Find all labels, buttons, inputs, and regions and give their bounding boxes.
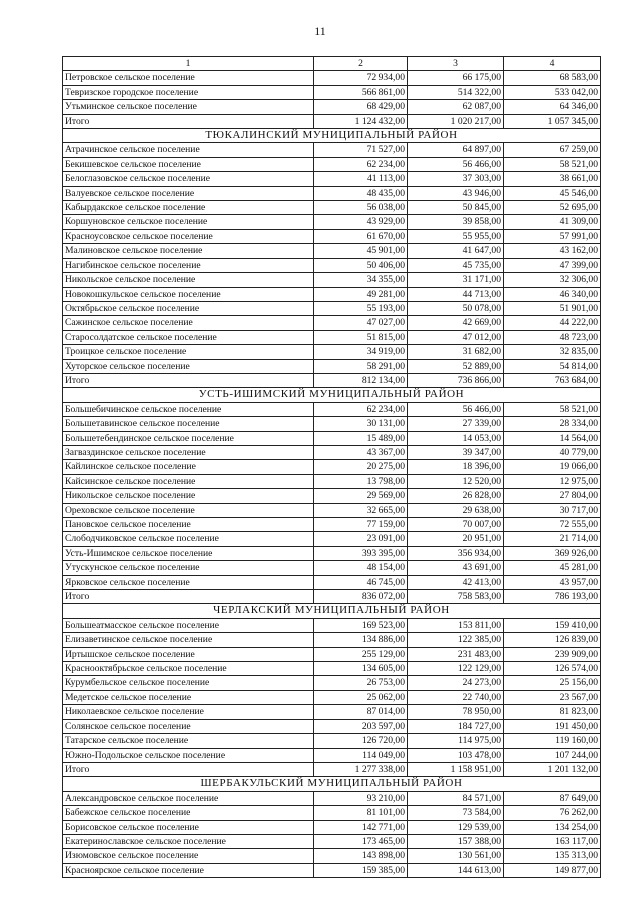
table-row	[63, 849, 601, 863]
amount-cell: 42 669,00	[408, 316, 504, 330]
amount-cell: 93 210,00	[314, 791, 408, 805]
settlement-name-cell: Итого	[63, 590, 314, 604]
settlement-name-cell: Солянское сельское поселение	[63, 719, 314, 733]
settlement-name-cell: Троицкое сельское поселение	[63, 345, 314, 359]
amount-cell: 34 355,00	[314, 273, 408, 287]
amount-cell: 45 546,00	[504, 186, 601, 200]
amount-cell: 72 555,00	[504, 518, 601, 532]
amount-cell: 44 222,00	[504, 316, 601, 330]
table-row	[63, 489, 601, 503]
amount-cell: 143 898,00	[314, 849, 408, 863]
amount-cell: 135 313,00	[504, 849, 601, 863]
settlement-name-cell: Коршуновское сельское поселение	[63, 215, 314, 229]
amount-cell: 126 839,00	[504, 633, 601, 647]
table-row	[63, 258, 601, 272]
amount-cell: 239 909,00	[504, 647, 601, 661]
amount-cell: 1 277 338,00	[314, 762, 408, 776]
amount-cell: 78 950,00	[408, 705, 504, 719]
settlement-name-cell: Красноярское сельское поселение	[63, 863, 314, 877]
table-row	[63, 301, 601, 315]
amount-cell: 44 713,00	[408, 287, 504, 301]
amount-cell: 1 057 345,00	[504, 114, 601, 128]
amount-cell: 31 682,00	[408, 345, 504, 359]
settlement-name-cell: Пановское сельское поселение	[63, 518, 314, 532]
amount-cell: 50 845,00	[408, 201, 504, 215]
column-number-header: 2	[314, 57, 408, 71]
settlement-name-cell: Малиновское сельское поселение	[63, 244, 314, 258]
table-row	[63, 690, 601, 704]
table-row	[63, 445, 601, 459]
amount-cell: 153 811,00	[408, 618, 504, 632]
table-row	[63, 287, 601, 301]
amount-cell: 43 946,00	[408, 186, 504, 200]
amount-cell: 173 465,00	[314, 834, 408, 848]
amount-cell: 52 889,00	[408, 359, 504, 373]
settlement-name-cell: Николаевское сельское поселение	[63, 705, 314, 719]
amount-cell: 56 466,00	[408, 157, 504, 171]
amount-cell: 49 281,00	[314, 287, 408, 301]
amount-cell: 24 273,00	[408, 676, 504, 690]
district-heading-row	[63, 777, 601, 791]
amount-cell: 62 234,00	[314, 157, 408, 171]
settlement-name-cell: Нагибинское сельское поселение	[63, 258, 314, 272]
amount-cell: 48 723,00	[504, 330, 601, 344]
total-row	[63, 762, 601, 776]
amount-cell: 48 154,00	[314, 561, 408, 575]
amount-cell: 763 684,00	[504, 373, 601, 387]
amount-cell: 114 975,00	[408, 734, 504, 748]
settlement-name-cell: Никольское сельское поселение	[63, 489, 314, 503]
amount-cell: 29 638,00	[408, 503, 504, 517]
amount-cell: 48 435,00	[314, 186, 408, 200]
amount-cell: 149 877,00	[504, 863, 601, 877]
amount-cell: 67 259,00	[504, 143, 601, 157]
amount-cell: 45 735,00	[408, 258, 504, 272]
table-row	[63, 143, 601, 157]
total-row	[63, 373, 601, 387]
table-row	[63, 157, 601, 171]
amount-cell: 40 779,00	[504, 445, 601, 459]
amount-cell: 144 613,00	[408, 863, 504, 877]
settlement-name-cell: Слободчиковское сельское поселение	[63, 532, 314, 546]
settlement-name-cell: Загваздинское сельское поселение	[63, 445, 314, 459]
amount-cell: 23 091,00	[314, 532, 408, 546]
amount-cell: 39 858,00	[408, 215, 504, 229]
amount-cell: 157 388,00	[408, 834, 504, 848]
amount-cell: 1 158 951,00	[408, 762, 504, 776]
amount-cell: 1 124 432,00	[314, 114, 408, 128]
amount-cell: 393 395,00	[314, 546, 408, 560]
table-row	[63, 575, 601, 589]
settlement-name-cell: Валуевское сельское поселение	[63, 186, 314, 200]
amount-cell: 184 727,00	[408, 719, 504, 733]
settlement-name-cell: Большеатмасское сельское поселение	[63, 618, 314, 632]
amount-cell: 26 753,00	[314, 676, 408, 690]
amount-cell: 87 014,00	[314, 705, 408, 719]
amount-cell: 55 955,00	[408, 229, 504, 243]
amount-cell: 119 160,00	[504, 734, 601, 748]
amount-cell: 55 193,00	[314, 301, 408, 315]
table-row	[63, 431, 601, 445]
amount-cell: 163 117,00	[504, 834, 601, 848]
table-row	[63, 474, 601, 488]
budget-table	[62, 56, 601, 878]
table-row	[63, 186, 601, 200]
table-row	[63, 647, 601, 661]
amount-cell: 566 861,00	[314, 85, 408, 99]
amount-cell: 32 306,00	[504, 273, 601, 287]
amount-cell: 50 406,00	[314, 258, 408, 272]
settlement-name-cell: Елизаветинское сельское поселение	[63, 633, 314, 647]
amount-cell: 19 066,00	[504, 460, 601, 474]
amount-cell: 77 159,00	[314, 518, 408, 532]
table-row	[63, 734, 601, 748]
settlement-name-cell: Атрачинское сельское поселение	[63, 143, 314, 157]
amount-cell: 51 901,00	[504, 301, 601, 315]
amount-cell: 68 583,00	[504, 71, 601, 85]
amount-cell: 64 346,00	[504, 100, 601, 114]
settlement-name-cell: Борисовское сельское поселение	[63, 820, 314, 834]
amount-cell: 369 926,00	[504, 546, 601, 560]
settlement-name-cell: Итого	[63, 373, 314, 387]
amount-cell: 58 521,00	[504, 402, 601, 416]
amount-cell: 56 038,00	[314, 201, 408, 215]
settlement-name-cell: Октябрьское сельское поселение	[63, 301, 314, 315]
amount-cell: 134 254,00	[504, 820, 601, 834]
amount-cell: 122 385,00	[408, 633, 504, 647]
amount-cell: 122 129,00	[408, 662, 504, 676]
amount-cell: 27 804,00	[504, 489, 601, 503]
amount-cell: 20 951,00	[408, 532, 504, 546]
amount-cell: 14 564,00	[504, 431, 601, 445]
amount-cell: 41 113,00	[314, 172, 408, 186]
amount-cell: 51 815,00	[314, 330, 408, 344]
amount-cell: 32 665,00	[314, 503, 408, 517]
amount-cell: 114 049,00	[314, 748, 408, 762]
settlement-name-cell: Большебичинское сельское поселение	[63, 402, 314, 416]
column-number-header: 1	[63, 57, 314, 71]
amount-cell: 47 399,00	[504, 258, 601, 272]
amount-cell: 12 520,00	[408, 474, 504, 488]
amount-cell: 159 385,00	[314, 863, 408, 877]
amount-cell: 58 521,00	[504, 157, 601, 171]
amount-cell: 71 527,00	[314, 143, 408, 157]
table-row	[63, 460, 601, 474]
table-row	[63, 748, 601, 762]
settlement-name-cell: Тевризское городское поселение	[63, 85, 314, 99]
amount-cell: 836 072,00	[314, 590, 408, 604]
amount-cell: 13 798,00	[314, 474, 408, 488]
table-row	[63, 633, 601, 647]
amount-cell: 42 413,00	[408, 575, 504, 589]
settlement-name-cell: Итого	[63, 762, 314, 776]
table-row	[63, 417, 601, 431]
amount-cell: 76 262,00	[504, 806, 601, 820]
amount-cell: 52 695,00	[504, 201, 601, 215]
table-row	[63, 705, 601, 719]
amount-cell: 70 007,00	[408, 518, 504, 532]
amount-cell: 84 571,00	[408, 791, 504, 805]
amount-cell: 58 291,00	[314, 359, 408, 373]
amount-cell: 31 171,00	[408, 273, 504, 287]
amount-cell: 32 835,00	[504, 345, 601, 359]
table-row	[63, 518, 601, 532]
amount-cell: 812 134,00	[314, 373, 408, 387]
table-row	[63, 201, 601, 215]
table-row	[63, 71, 601, 85]
total-row	[63, 590, 601, 604]
settlement-name-cell: Белоглазовское сельское поселение	[63, 172, 314, 186]
amount-cell: 28 334,00	[504, 417, 601, 431]
table-header-row	[63, 57, 601, 71]
column-number-header: 4	[504, 57, 601, 71]
table-row	[63, 85, 601, 99]
settlement-name-cell: Александровское сельское поселение	[63, 791, 314, 805]
table-row	[63, 791, 601, 805]
amount-cell: 43 367,00	[314, 445, 408, 459]
settlement-name-cell: Усть-Ишимское сельское поселение	[63, 546, 314, 560]
amount-cell: 34 919,00	[314, 345, 408, 359]
amount-cell: 81 101,00	[314, 806, 408, 820]
table-row	[63, 532, 601, 546]
settlement-name-cell: Сажинское сельское поселение	[63, 316, 314, 330]
amount-cell: 169 523,00	[314, 618, 408, 632]
amount-cell: 130 561,00	[408, 849, 504, 863]
amount-cell: 1 201 132,00	[504, 762, 601, 776]
amount-cell: 134 605,00	[314, 662, 408, 676]
amount-cell: 255 129,00	[314, 647, 408, 661]
district-heading-row	[63, 129, 601, 143]
amount-cell: 41 647,00	[408, 244, 504, 258]
table-row	[63, 834, 601, 848]
amount-cell: 57 991,00	[504, 229, 601, 243]
settlement-name-cell: Никольское сельское поселение	[63, 273, 314, 287]
table-row	[63, 561, 601, 575]
amount-cell: 12 975,00	[504, 474, 601, 488]
amount-cell: 62 087,00	[408, 100, 504, 114]
settlement-name-cell: Краснооктябрьское сельское поселение	[63, 662, 314, 676]
column-number-header: 3	[408, 57, 504, 71]
amount-cell: 20 275,00	[314, 460, 408, 474]
amount-cell: 45 901,00	[314, 244, 408, 258]
settlement-name-cell: Кайсинское сельское поселение	[63, 474, 314, 488]
table-row	[63, 618, 601, 632]
table-row	[63, 100, 601, 114]
amount-cell: 356 934,00	[408, 546, 504, 560]
amount-cell: 37 303,00	[408, 172, 504, 186]
settlement-name-cell: Большетебендинское сельское поселение	[63, 431, 314, 445]
table-row	[63, 402, 601, 416]
amount-cell: 1 020 217,00	[408, 114, 504, 128]
table-row	[63, 719, 601, 733]
settlement-name-cell: Ярковское сельское поселение	[63, 575, 314, 589]
page-number: 11	[314, 24, 326, 38]
amount-cell: 25 156,00	[504, 676, 601, 690]
amount-cell: 61 670,00	[314, 229, 408, 243]
table-row	[63, 806, 601, 820]
table-row	[63, 359, 601, 373]
total-row	[63, 114, 601, 128]
amount-cell: 43 929,00	[314, 215, 408, 229]
district-heading: ШЕРБАКУЛЬСКИЙ МУНИЦИПАЛЬНЫЙ РАЙОН	[63, 777, 601, 791]
amount-cell: 14 053,00	[408, 431, 504, 445]
amount-cell: 134 886,00	[314, 633, 408, 647]
settlement-name-cell: Татарское сельское поселение	[63, 734, 314, 748]
amount-cell: 43 162,00	[504, 244, 601, 258]
table-row	[63, 172, 601, 186]
settlement-name-cell: Бабежское сельское поселение	[63, 806, 314, 820]
amount-cell: 533 042,00	[504, 85, 601, 99]
amount-cell: 41 309,00	[504, 215, 601, 229]
settlement-name-cell: Южно-Подольское сельское поселение	[63, 748, 314, 762]
table-row	[63, 215, 601, 229]
table-row	[63, 662, 601, 676]
settlement-name-cell: Старосолдатское сельское поселение	[63, 330, 314, 344]
amount-cell: 231 483,00	[408, 647, 504, 661]
amount-cell: 142 771,00	[314, 820, 408, 834]
table-row	[63, 244, 601, 258]
amount-cell: 64 897,00	[408, 143, 504, 157]
amount-cell: 39 347,00	[408, 445, 504, 459]
table-row	[63, 820, 601, 834]
amount-cell: 126 574,00	[504, 662, 601, 676]
amount-cell: 21 714,00	[504, 532, 601, 546]
district-heading-row	[63, 604, 601, 618]
amount-cell: 38 661,00	[504, 172, 601, 186]
amount-cell: 736 866,00	[408, 373, 504, 387]
amount-cell: 30 131,00	[314, 417, 408, 431]
settlement-name-cell: Изюмовское сельское поселение	[63, 849, 314, 863]
settlement-name-cell: Бекишевское сельское поселение	[63, 157, 314, 171]
amount-cell: 758 583,00	[408, 590, 504, 604]
amount-cell: 46 745,00	[314, 575, 408, 589]
table-row	[63, 676, 601, 690]
amount-cell: 68 429,00	[314, 100, 408, 114]
settlement-name-cell: Красноусовское сельское поселение	[63, 229, 314, 243]
amount-cell: 87 649,00	[504, 791, 601, 805]
amount-cell: 50 078,00	[408, 301, 504, 315]
amount-cell: 43 691,00	[408, 561, 504, 575]
amount-cell: 22 740,00	[408, 690, 504, 704]
table-row	[63, 345, 601, 359]
amount-cell: 62 234,00	[314, 402, 408, 416]
amount-cell: 47 012,00	[408, 330, 504, 344]
amount-cell: 129 539,00	[408, 820, 504, 834]
settlement-name-cell: Утьминское сельское поселение	[63, 100, 314, 114]
settlement-name-cell: Курумбельское сельское поселение	[63, 676, 314, 690]
table-row	[63, 330, 601, 344]
settlement-name-cell: Большетавинское сельское поселение	[63, 417, 314, 431]
amount-cell: 15 489,00	[314, 431, 408, 445]
settlement-name-cell: Медетское сельское поселение	[63, 690, 314, 704]
district-heading: ЧЕРЛАКСКИЙ МУНИЦИПАЛЬНЫЙ РАЙОН	[63, 604, 601, 618]
amount-cell: 23 567,00	[504, 690, 601, 704]
amount-cell: 26 828,00	[408, 489, 504, 503]
district-heading-row	[63, 388, 601, 402]
amount-cell: 27 339,00	[408, 417, 504, 431]
amount-cell: 191 450,00	[504, 719, 601, 733]
table-row	[63, 229, 601, 243]
settlement-name-cell: Иртышское сельское поселение	[63, 647, 314, 661]
settlement-name-cell: Кайлинское сельское поселение	[63, 460, 314, 474]
amount-cell: 514 322,00	[408, 85, 504, 99]
settlement-name-cell: Ореховское сельское поселение	[63, 503, 314, 517]
amount-cell: 72 934,00	[314, 71, 408, 85]
settlement-name-cell: Утускунское сельское поселение	[63, 561, 314, 575]
district-heading: ТЮКАЛИНСКИЙ МУНИЦИПАЛЬНЫЙ РАЙОН	[63, 129, 601, 143]
amount-cell: 786 193,00	[504, 590, 601, 604]
amount-cell: 159 410,00	[504, 618, 601, 632]
district-heading: УСТЬ-ИШИМСКИЙ МУНИЦИПАЛЬНЫЙ РАЙОН	[63, 388, 601, 402]
amount-cell: 203 597,00	[314, 719, 408, 733]
amount-cell: 29 569,00	[314, 489, 408, 503]
amount-cell: 45 281,00	[504, 561, 601, 575]
settlement-name-cell: Петровское сельское поселение	[63, 71, 314, 85]
amount-cell: 54 814,00	[504, 359, 601, 373]
table-row	[63, 503, 601, 517]
settlement-name-cell: Кабырдакское сельское поселение	[63, 201, 314, 215]
settlement-name-cell: Хуторское сельское поселение	[63, 359, 314, 373]
amount-cell: 73 584,00	[408, 806, 504, 820]
table-row	[63, 863, 601, 877]
settlement-name-cell: Екатеринославское сельское поселение	[63, 834, 314, 848]
table-row	[63, 273, 601, 287]
table-row	[63, 316, 601, 330]
amount-cell: 47 027,00	[314, 316, 408, 330]
amount-cell: 103 478,00	[408, 748, 504, 762]
amount-cell: 56 466,00	[408, 402, 504, 416]
amount-cell: 30 717,00	[504, 503, 601, 517]
amount-cell: 25 062,00	[314, 690, 408, 704]
amount-cell: 43 957,00	[504, 575, 601, 589]
amount-cell: 66 175,00	[408, 71, 504, 85]
amount-cell: 81 823,00	[504, 705, 601, 719]
amount-cell: 18 396,00	[408, 460, 504, 474]
settlement-name-cell: Итого	[63, 114, 314, 128]
amount-cell: 126 720,00	[314, 734, 408, 748]
table-row	[63, 546, 601, 560]
settlement-name-cell: Новокошкульское сельское поселение	[63, 287, 314, 301]
amount-cell: 46 340,00	[504, 287, 601, 301]
amount-cell: 107 244,00	[504, 748, 601, 762]
